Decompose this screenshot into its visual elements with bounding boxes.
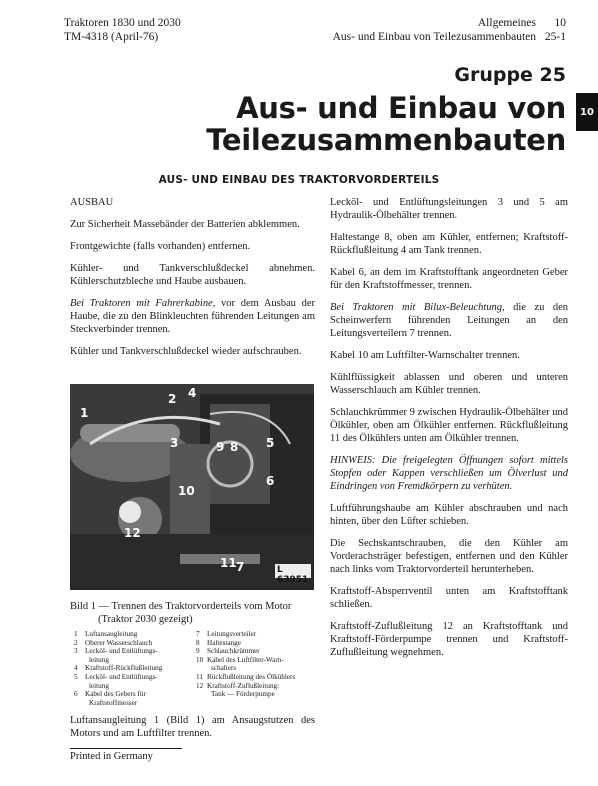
legend-item (196, 664, 336, 673)
legend-number (196, 690, 207, 699)
header-model: Traktoren 1830 und 2030 (64, 17, 181, 29)
legend-number: 6 (74, 690, 78, 699)
legend-number: 12 (196, 681, 204, 690)
callout-2: 2 (168, 392, 177, 406)
legend-item (74, 682, 194, 691)
legend-item (74, 664, 194, 673)
callout-9: 9 (216, 440, 225, 454)
step-paragraph: Die Sechskantschrauben, die den Kühler am Vorderachsträger befestigen, entfernen und den Kühler nach links vom Traktorvorderteil herunterheben. (330, 538, 568, 575)
callout-1: 1 (80, 406, 89, 420)
legend-number (74, 656, 85, 665)
step-paragraph: Kraftstoff-Zuflußleitung 12 an Kraftstofftank und Kraftstoff-Förderpumpe trennen und Kraftstoff-Zuflußleitung wegnehmen. (330, 621, 568, 658)
tractor-front-photo (70, 384, 314, 590)
step-paragraph: Haltestange 8, oben am Kühler, entfernen; Kraftstoff-Rückflußleitung 4 am Tank trennen. (330, 232, 568, 256)
callout-6: 6 (266, 474, 275, 488)
legend-number: 1 (74, 630, 78, 638)
legend-text: Kabel des Gebers für (85, 690, 146, 699)
legend-column-left (74, 630, 194, 707)
callout-3: 3 (170, 436, 179, 450)
step-paragraph-bottom: Luftansaugleitung 1 (Bild 1) am Ansaugstutzen des Motors und am Luftfilter trennen. (70, 715, 315, 739)
legend-text: Kraftstoffmesser (89, 698, 138, 707)
subheading-ausbau: AUSBAU (70, 197, 114, 208)
page-title (206, 92, 566, 156)
legend-number: 3 (74, 647, 78, 656)
figure-caption: Bild 1 — Trennen des Traktorvorderteils vom Motor (Traktor 2030 gezeigt) (70, 601, 292, 625)
legend-text: Lecköl- und Entlüftungs- (85, 647, 158, 656)
step-paragraph: Lecköl- und Entlüftungsleitungen 3 und 5 am Hydraulik-Ölbehälter trennen. (330, 197, 568, 221)
legend-text: Kraftstoff-Rückflußleitung (85, 664, 163, 673)
step-paragraph: Bei Traktoren mit Fahrerkabine, vor dem Ausbau der Haube, die zu den Blinkleuchten führenden Leitungen am Steckverbinder trennen. (70, 298, 315, 335)
header-manual-id: TM-4318 (April-76) (64, 31, 159, 43)
step-paragraph: Kabel 10 am Luftfilter-Warnschalter trennen. (330, 350, 520, 361)
italic-condition: Bei Traktoren mit Fahrerkabine, (70, 298, 216, 309)
legend-item (196, 656, 336, 665)
legend-item (74, 656, 194, 665)
legend-number (74, 699, 85, 708)
legend-number: 5 (74, 672, 78, 681)
callout-12: 12 (124, 526, 141, 540)
callout-10: 10 (178, 484, 195, 498)
legend-item (196, 647, 336, 656)
note-paragraph: HINWEIS: Die freigelegten Öffnungen sofort mittels Stopfen oder Kappen verschließen um Ölverlust und Eindringen von Fremdkörpern zu verhüten. (330, 455, 568, 492)
running-header-right (333, 16, 566, 44)
legend-text: Tank — Förderpumpe (211, 690, 275, 699)
step-paragraph: Kühler- und Tankverschlußdeckel abnehmen. Kühlerschutzbleche und Haube ausbauen. (70, 263, 315, 287)
legend-text: Lecköl- und Entlüftungs- (85, 672, 158, 681)
legend-number: 11 (196, 672, 203, 681)
callout-7: 7 (236, 560, 245, 574)
header-page-number: 25-1 (544, 31, 566, 43)
callout-11: 11 (220, 556, 237, 570)
photo-code: L 63951 (277, 565, 309, 585)
legend-item (74, 647, 194, 656)
legend-item (196, 639, 336, 648)
step-paragraph: Bei Traktoren mit Bilux-Beleuchtung, die zu den Scheinwerfern führenden Leitungen an den Leitungsverteilern 7 trennen. (330, 302, 569, 339)
legend-number (196, 664, 207, 673)
legend-text: leitung (89, 655, 109, 664)
legend-item (196, 673, 336, 682)
legend-text: Kabel des Luftfilter-Warn- (207, 655, 284, 664)
legend-column-right (196, 630, 336, 699)
legend-text: Oberer Wasserschlauch (85, 638, 153, 647)
legend-text: Luftansaugleitung (85, 630, 138, 638)
legend-number: 4 (74, 664, 78, 673)
legend-number: 9 (196, 647, 200, 656)
italic-condition: Bei Traktoren mit Bilux-Beleuchtung, (330, 302, 505, 313)
legend-text: schalters (211, 664, 237, 673)
step-paragraph: Kühlflüssigkeit ablassen und oberen und unteren Wasserschlauch am Kühler trennen. (330, 372, 568, 396)
legend-text: Leitungsverteiler (207, 630, 257, 638)
group-label: Gruppe 25 (454, 64, 566, 86)
legend-text: Rückflußleitung des Ölkühlers (207, 672, 296, 681)
callout-8: 8 (230, 440, 239, 454)
legend-number: 8 (196, 638, 200, 647)
running-header-left (64, 16, 181, 44)
footer-printed: Printed in Germany (70, 751, 153, 762)
legend-number: 10 (196, 655, 204, 664)
step-paragraph: Zur Sicherheit Massebänder der Batterien abklemmen. (70, 219, 300, 230)
legend-number (74, 682, 85, 691)
section-tab: 10 (576, 93, 598, 131)
legend-number: 7 (196, 630, 200, 638)
header-section: Allgemeines (477, 17, 536, 29)
step-paragraph: Kühler und Tankverschlußdeckel wieder aufschrauben. (70, 346, 302, 357)
footer-rule (70, 748, 182, 749)
legend-item (196, 630, 336, 639)
legend-item (74, 699, 194, 708)
legend-text: leitung (89, 681, 109, 690)
legend-text: Schlauchkrümmer (207, 647, 260, 656)
page-title-line1: Aus- und Einbau von (236, 91, 566, 125)
legend-text: Haltestange (207, 638, 241, 647)
page-title-line2: Teilezusammenbauten (206, 123, 566, 157)
legend-item (196, 690, 336, 699)
legend-item (74, 690, 194, 699)
step-paragraph: Kabel 6, an dem im Kraftstofftank angeordneten Geber für den Kraftstoffmesser, trennen. (330, 267, 568, 291)
step-paragraph: Kraftstoff-Absperrventil unten am Kraftstofftank schließen. (330, 586, 568, 610)
step-paragraph: Luftführungshaube am Kühler abschrauben und nach hinten, über den Lüfter schieben. (330, 503, 568, 527)
left-column (70, 196, 315, 367)
header-section-number: 10 (554, 17, 566, 29)
step-paragraph: Schlauchkrümmer 9 zwischen Hydraulik-Ölbehälter und Ölkühler, oben am Ölkühler entfernen. Rückflußleitung 11 des Ölkühlers unten am Ölkühler trennen. (330, 407, 568, 444)
right-column (330, 196, 568, 668)
legend-item (74, 639, 194, 648)
section-heading: AUS- UND EINBAU DES TRAKTORVORDERTEILS (158, 174, 440, 186)
header-subsection: Aus- und Einbau von Teilezusammenbauten (332, 31, 536, 43)
callout-5: 5 (266, 436, 275, 450)
legend-item (74, 630, 194, 639)
step-paragraph: Frontgewichte (falls vorhanden) entfernen. (70, 241, 251, 252)
legend-number: 2 (74, 638, 78, 647)
callout-4: 4 (188, 386, 197, 400)
legend-item (74, 673, 194, 682)
legend-item (196, 682, 336, 691)
legend-text: Kraftstoff-Zuflußleitung: (207, 681, 280, 690)
